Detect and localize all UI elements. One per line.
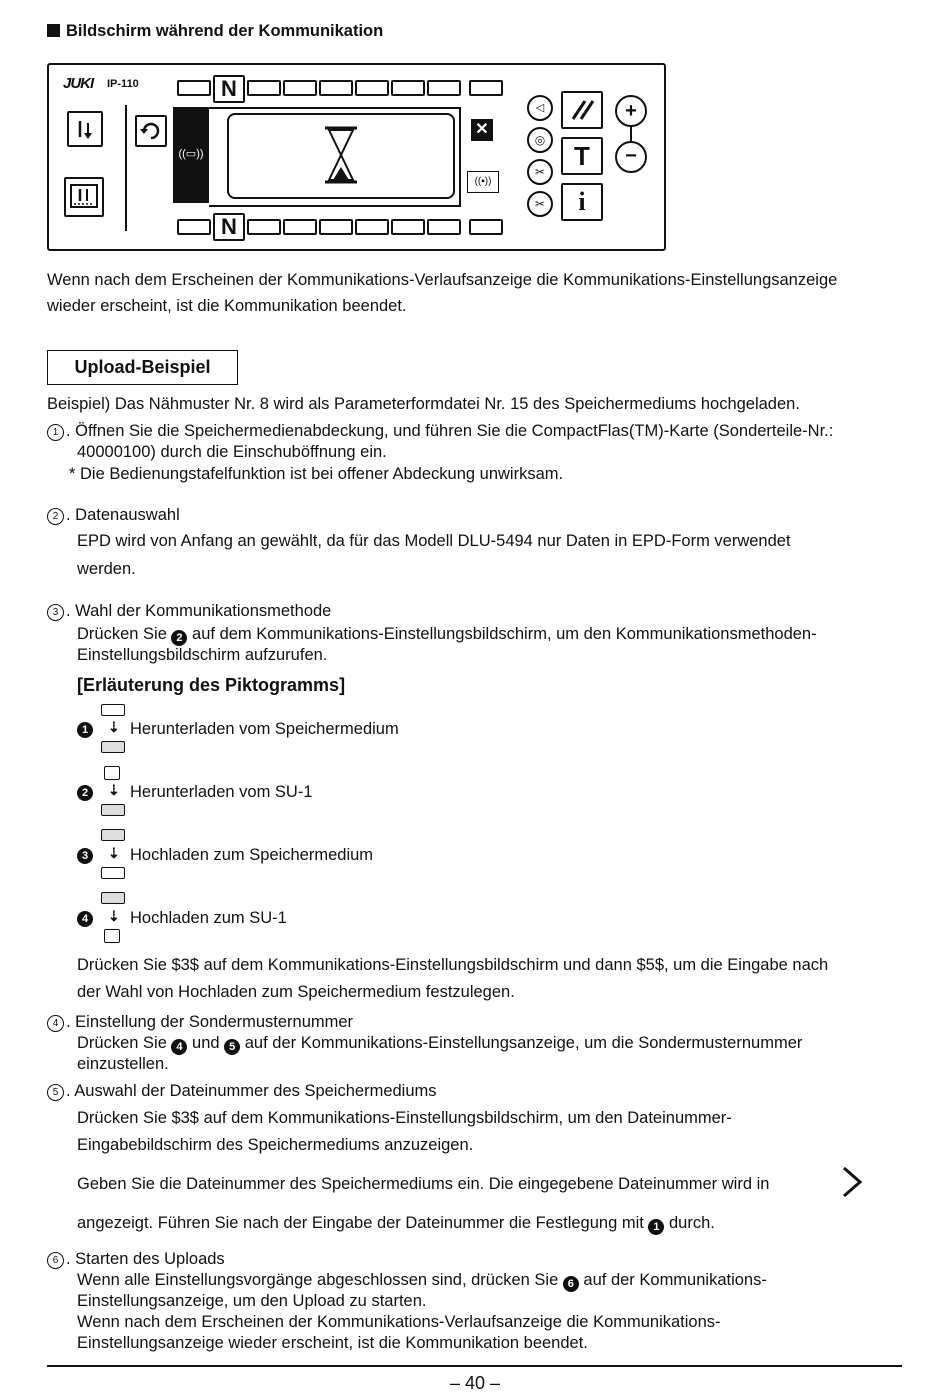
operation-panel-illustration (47, 63, 666, 251)
lcd-right-divider (459, 107, 461, 203)
panel-icon (101, 741, 125, 753)
step-number: 5 (47, 1084, 64, 1101)
legend-item-4-label: Hochladen zum SU-1 (130, 909, 287, 927)
top-segment (319, 80, 353, 96)
upload-example-heading: Upload-Beispiel (47, 350, 238, 385)
step-1-line-2: 40000100) durch die Einschuböffnung ein. (77, 443, 387, 461)
step-2-title: 2 . Datenauswahl (47, 505, 180, 525)
model-label: IP-110 (107, 78, 139, 90)
intro-line-2: wieder erscheint, ist die Kommunikation beendet. (47, 297, 407, 315)
step-number: 1 (47, 424, 64, 441)
step-5-line-4: angezeigt. Führen Sie nach der Eingabe der Dateinummer die Festlegung mit 1 durch. (77, 1214, 715, 1233)
computer-icon (104, 766, 120, 780)
step-5-title: 5 . Auswahl der Dateinummer des Speichermediums (47, 1081, 437, 1101)
transmit-icon: ((▪)) (467, 171, 499, 193)
callout-number: 2 (77, 785, 93, 801)
step-4-line-1: Drücken Sie 4 und 5 auf der Kommunikations-Einstellungsanzeige, um die Sondermusternummer (77, 1034, 803, 1053)
top-segment (177, 80, 211, 96)
callout-number: 1 (648, 1219, 664, 1235)
top-segment (469, 80, 503, 96)
bottom-segment (283, 219, 317, 235)
bottom-segment (177, 219, 211, 235)
callout-number: 2 (171, 630, 187, 646)
step-3-after-2: der Wahl von Hochladen zum Speichermedium festzulegen. (77, 983, 515, 1001)
step-4-title: 4 . Einstellung der Sondermusternummer (47, 1012, 353, 1032)
legend-item-3-label: Hochladen zum Speichermedium (130, 846, 374, 864)
bottom-segment (319, 219, 353, 235)
section-heading: Bildschirm während der Kommunikation (47, 21, 383, 41)
legend-item-1-label: Herunterladen vom Speichermedium (130, 720, 399, 738)
step-2-line-1: EPD wird von Anfang an gewählt, da für das Modell DLU-5494 nur Daten in EPD-Form verwendet (77, 532, 791, 550)
intro-line-1: Wenn nach dem Erscheinen der Kommunikations-Verlaufsanzeige die Kommunikations-Einstellungsanzeige (47, 271, 838, 289)
bottom-letter-box: N (213, 213, 245, 241)
pattern-display-button-icon (64, 177, 104, 217)
scissors-icon: ✂ (527, 191, 553, 217)
step-number: 2 (47, 508, 64, 525)
step-6-title: 6 . Starten des Uploads (47, 1249, 225, 1269)
top-segment (427, 80, 461, 96)
step-3-line-1: Drücken Sie 2 auf dem Kommunikations-Einstellungsbildschirm, um den Kommunikationsmethoden- (77, 625, 817, 644)
step-number: 6 (47, 1252, 64, 1269)
step-2-line-2: werden. (77, 560, 136, 578)
step-number: 3 (47, 604, 64, 621)
bottom-segment (247, 219, 281, 235)
bottom-segment (469, 219, 503, 235)
panel-icon (101, 829, 125, 841)
thread-trimmer-icon: ◁ (527, 95, 553, 121)
step-4-line-2: einzustellen. (77, 1055, 169, 1073)
reset-button-icon (561, 91, 603, 129)
vertical-divider (125, 105, 127, 231)
pictogram-legend-title: [Erläuterung des Piktogramms] (77, 675, 346, 695)
step-1-note: * Die Bedienungstafelfunktion ist bei offener Abdeckung unwirksam. (69, 465, 564, 483)
step-3-after-1: Drücken Sie $3$ auf dem Kommunikations-Einstellungsbildschirm und dann $5$, um die Eingabe nach (77, 956, 829, 974)
panel-icon (101, 892, 125, 904)
footer-rule (47, 1365, 902, 1367)
down-arrow-icon: ⇣ (108, 719, 120, 735)
top-segment (355, 80, 389, 96)
callout-number: 4 (77, 911, 93, 927)
callout-number: 3 (77, 848, 93, 864)
step-3-title: 3 . Wahl der Kommunikationsmethode (47, 601, 331, 621)
reset-rotation-icon (135, 115, 167, 147)
callout-number: 4 (171, 1039, 187, 1055)
juki-logo: JUKI (63, 75, 94, 92)
ready-button-icon (67, 111, 103, 147)
cancel-x-icon: ✕ (471, 119, 493, 141)
step-6-line-3: Wenn nach dem Erscheinen der Kommunikations-Verlaufsanzeige die Kommunikations- (77, 1313, 721, 1331)
page-number: – 40 – (449, 1373, 501, 1393)
media-card-icon (101, 704, 125, 716)
step-5-line-2: Eingabebildschirm des Speichermediums anzuzeigen. (77, 1136, 474, 1154)
bottom-segment (427, 219, 461, 235)
step-number: 4 (47, 1015, 64, 1032)
step-1-line-1: 1 . Öffnen Sie die Speichermedienabdeckung, und führen Sie die CompactFlas(TM)-Karte (Sonderteile-Nr.: (47, 421, 833, 441)
down-arrow-icon: ⇣ (108, 908, 120, 924)
hourglass-icon (321, 125, 361, 190)
step-3-line-2: Einstellungsbildschirm aufzurufen. (77, 646, 328, 664)
example-line: Beispiel) Das Nähmuster Nr. 8 wird als Parameterformdatei Nr. 15 des Speichermediums hochgeladen. (47, 395, 800, 413)
callout-number: 1 (77, 722, 93, 738)
callout-number: 6 (563, 1276, 579, 1292)
computer-icon (104, 929, 120, 943)
scissors-icon: ✂ (527, 159, 553, 185)
media-card-icon (101, 867, 125, 879)
down-arrow-icon: ⇣ (108, 782, 120, 798)
step-6-line-2: Einstellungsanzeige, um den Upload zu starten. (77, 1292, 427, 1310)
step-5-line-1: Drücken Sie $3$ auf dem Kommunikations-Einstellungsbildschirm, um den Dateinummer- (77, 1109, 732, 1127)
top-segment (283, 80, 317, 96)
square-bullet-icon (47, 24, 60, 37)
legend-item-2-label: Herunterladen vom SU-1 (130, 783, 313, 801)
down-arrow-icon: ⇣ (108, 845, 120, 861)
top-segment (391, 80, 425, 96)
top-letter-box: N (213, 75, 245, 103)
step-6-line-1: Wenn alle Einstellungsvorgänge abgeschlossen sind, drücken Sie 6 auf der Kommunikations- (77, 1271, 767, 1290)
panel-icon (101, 804, 125, 816)
step-6-line-4: Einstellungsanzeige wieder erscheint, ist die Kommunikation beendet. (77, 1334, 588, 1352)
bottom-segment (355, 219, 389, 235)
plus-button: + (615, 95, 647, 127)
top-segment (247, 80, 281, 96)
wiper-icon: ◎ (527, 127, 553, 153)
t-button: T (561, 137, 603, 175)
plus-minus-connector (630, 125, 632, 141)
chevron-right-icon (840, 1164, 866, 1205)
minus-button: − (615, 141, 647, 173)
info-button: i (561, 183, 603, 221)
bottom-segment (391, 219, 425, 235)
callout-number: 5 (224, 1039, 240, 1055)
communication-icon: ((▭)) (178, 148, 204, 160)
step-5-line-3: Geben Sie die Dateinummer des Speichermediums ein. Die eingegebene Dateinummer wird in (77, 1175, 770, 1193)
